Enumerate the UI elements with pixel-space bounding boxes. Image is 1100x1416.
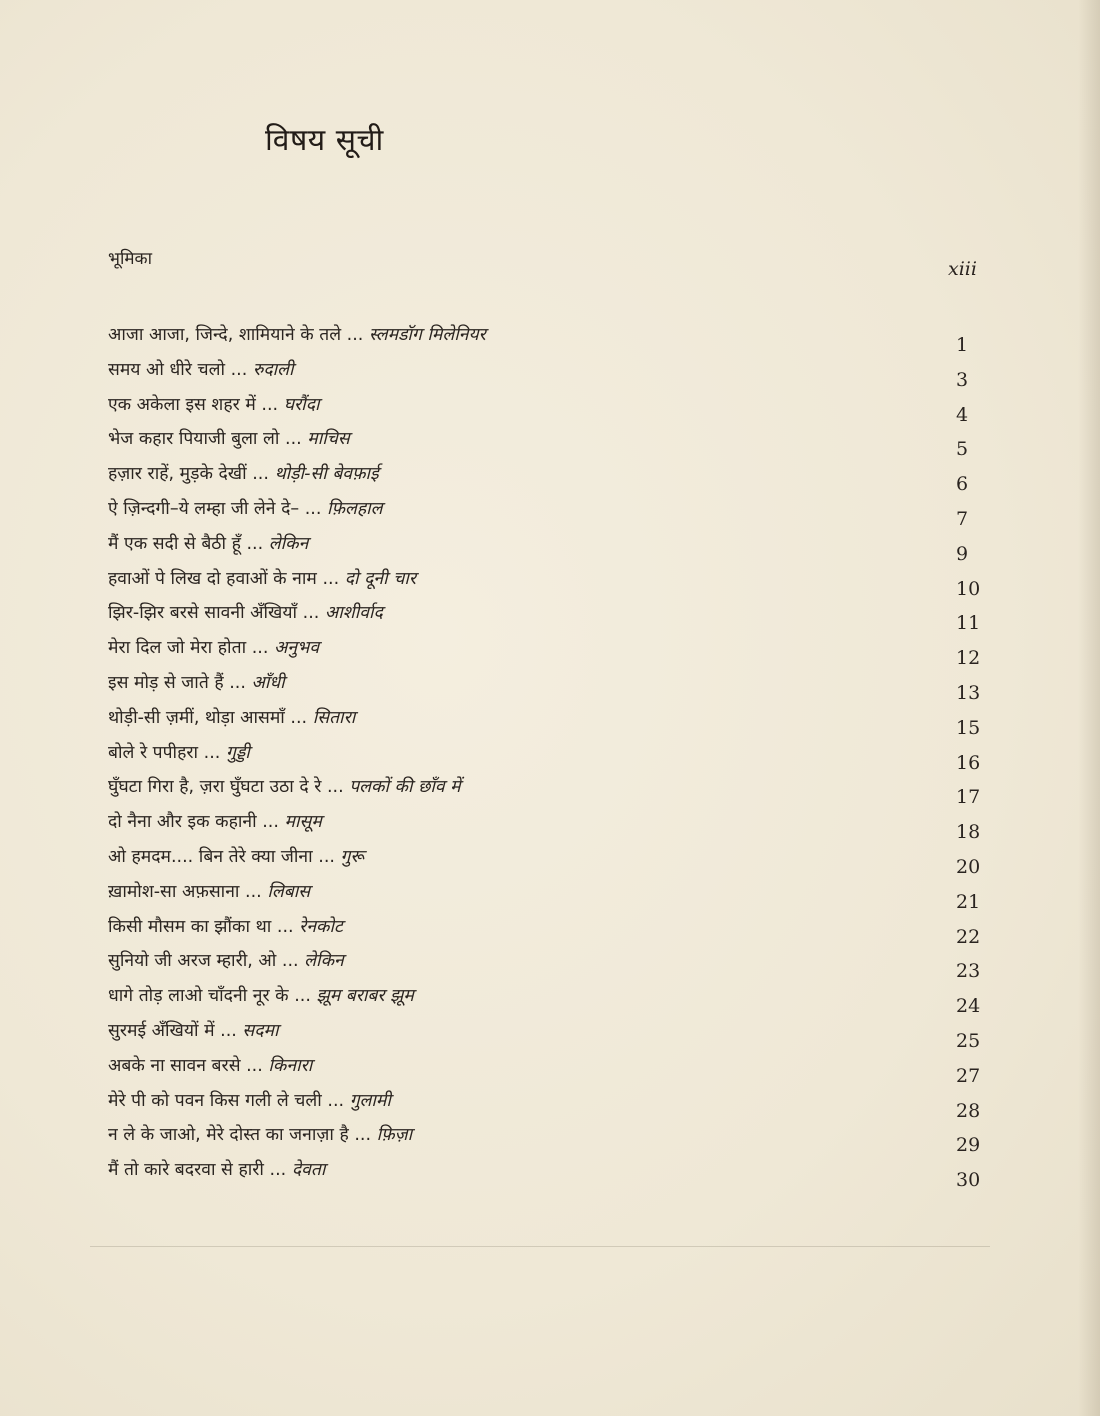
song-title: इस मोड़ से जाते हैं (108, 672, 224, 693)
film-name: आशीर्वाद (324, 603, 383, 624)
film-name: फ़िलहाल (326, 498, 383, 519)
song-title: अबके ना सावन बरसे (108, 1055, 241, 1076)
film-name: रुदाली (252, 359, 294, 380)
page-edge-shadow (1078, 0, 1100, 1416)
entry-separator: ... (318, 846, 335, 867)
entry-page-number: 12 (956, 647, 981, 670)
entry-separator: ... (261, 394, 279, 415)
song-title: बोले रे पपीहरा (108, 742, 199, 763)
toc-entry (108, 1084, 988, 1122)
song-title: झिर-झिर बरसे सावनी अँखियाँ (108, 603, 298, 624)
song-title: मैं एक सदी से बैठी हूँ (108, 533, 241, 554)
preface-page-number: xiii (948, 258, 977, 280)
toc-entry (108, 1014, 988, 1052)
entry-page-number: 18 (956, 821, 981, 844)
entry-separator: ... (354, 1125, 372, 1146)
toc-entry (108, 527, 988, 565)
entry-separator: ... (322, 568, 340, 589)
film-name: सितारा (312, 707, 356, 728)
film-name: सदमा (242, 1020, 279, 1041)
entry-page-number: 16 (956, 751, 981, 774)
toc-entry (108, 631, 988, 670)
toc-entry (108, 492, 988, 530)
entry-separator: ... (269, 1160, 287, 1181)
preface-label: भूमिका (108, 249, 152, 269)
table-of-contents (108, 318, 988, 1192)
entry-page-number: 3 (956, 368, 969, 391)
entry-page-number: 20 (956, 855, 981, 878)
film-name: घरौंदा (283, 394, 320, 415)
toc-entry (108, 805, 988, 844)
film-name: गुड्डी (225, 742, 250, 763)
song-title: मेरे पी को पवन किस गली ले चली (108, 1090, 322, 1111)
toc-entry (108, 701, 988, 739)
entry-page-number: 10 (956, 577, 981, 600)
toc-entry (108, 944, 988, 983)
entry-separator: ... (245, 881, 262, 902)
film-name: गुलामी (349, 1090, 391, 1111)
song-title: थोड़ी-सी ज़मीं, थोड़ा आसमाँ (108, 707, 285, 728)
toc-entry (108, 840, 988, 878)
entry-page-number: 22 (956, 925, 981, 948)
toc-entry (108, 1153, 988, 1192)
song-title: दो नैना और इक कहानी (108, 812, 257, 833)
toc-entry (108, 770, 988, 809)
film-name: आँधी (251, 672, 285, 693)
song-title: मैं तो कारे बदरवा से हारी (108, 1160, 264, 1181)
entry-page-number: 13 (956, 681, 981, 704)
entry-separator: ... (304, 498, 322, 519)
film-name: थोड़ी-सी बेवफ़ाई (274, 464, 379, 485)
entry-page-number: 7 (956, 507, 969, 530)
entry-page-number: 17 (956, 786, 981, 809)
entry-separator: ... (327, 1090, 345, 1111)
film-name: झूम बराबर झूम (316, 986, 414, 1007)
entry-separator: ... (251, 638, 269, 659)
entry-separator: ... (326, 777, 344, 798)
toc-entry (108, 318, 988, 356)
film-name: देवता (291, 1160, 326, 1181)
song-title: एक अकेला इस शहर में (108, 394, 256, 415)
page-bottom-rule (90, 1246, 990, 1247)
entry-separator: ... (229, 672, 246, 693)
song-title: ऐ ज़िन्दगी–ये लम्हा जी लेने दे– (108, 498, 300, 519)
entry-page-number: 25 (956, 1029, 981, 1052)
entry-page-number: 29 (956, 1134, 981, 1157)
entry-separator: ... (294, 986, 311, 1007)
song-title: न ले के जाओ, मेरे दोस्त का जनाज़ा है (108, 1125, 349, 1146)
film-name: दो दूनी चार (344, 568, 417, 589)
film-name: लेकिन (304, 951, 344, 972)
toc-entry (108, 910, 988, 948)
toc-entry (108, 562, 988, 600)
film-name: फ़िज़ा (376, 1125, 413, 1146)
song-title: हवाओं पे लिख दो हवाओं के नाम (108, 568, 317, 589)
entry-separator: ... (302, 603, 320, 624)
song-title: ओ हमदम.... बिन तेरे क्या जीना (108, 846, 313, 867)
film-name: स्लमडॉग मिलेनियर (368, 325, 486, 345)
toc-entry (108, 596, 988, 635)
film-name: गुरू (340, 846, 364, 867)
song-title: भेज कहार पियाजी बुला लो (108, 429, 280, 450)
toc-entry (108, 736, 988, 774)
film-name: लिबास (267, 881, 311, 902)
song-title: घुँघटा गिरा है, ज़रा घुँघटा उठा दे रे (108, 777, 322, 798)
entry-page-number: 23 (956, 960, 981, 983)
entry-separator: ... (230, 359, 248, 380)
toc-entry (108, 422, 988, 461)
film-name: किनारा (268, 1055, 313, 1076)
toc-entry (108, 353, 988, 391)
entry-separator: ... (246, 1055, 263, 1076)
entry-page-number: 5 (956, 438, 969, 461)
song-title: समय ओ धीरे चलो (108, 359, 225, 380)
entry-separator: ... (252, 464, 269, 485)
film-name: अनुभव (273, 638, 320, 659)
entry-separator: ... (203, 742, 221, 763)
entry-page-number: 6 (956, 473, 969, 496)
song-title: किसी मौसम का झौंका था (108, 916, 272, 937)
song-title: सुनियो जी अरज म्हारी, ओ (108, 951, 277, 972)
entry-separator: ... (246, 533, 264, 554)
entry-separator: ... (262, 812, 279, 833)
film-name: मासूम (284, 812, 322, 833)
toc-entry (108, 1049, 988, 1087)
film-name: रेनकोट (299, 916, 343, 937)
entry-separator: ... (281, 951, 299, 972)
film-name: लेकिन (268, 533, 309, 554)
toc-entry (108, 388, 988, 426)
entry-separator: ... (276, 916, 294, 937)
entry-page-number: 11 (956, 612, 981, 635)
toc-entry (108, 979, 988, 1018)
entry-separator: ... (290, 707, 308, 728)
toc-entry (108, 875, 988, 913)
song-title: सुरमई अँखियों में (108, 1020, 215, 1041)
song-title: मेरा दिल जो मेरा होता (108, 638, 247, 659)
toc-entry (108, 457, 988, 496)
entry-separator: ... (346, 325, 364, 345)
entry-page-number: 27 (956, 1064, 981, 1087)
entry-page-number: 15 (956, 716, 981, 739)
toc-entry (108, 1118, 988, 1157)
entry-page-number: 9 (956, 542, 969, 565)
toc-entry (108, 666, 988, 704)
entry-page-number: 24 (956, 995, 981, 1018)
entry-page-number: 1 (956, 334, 969, 356)
entry-page-number: 4 (956, 403, 969, 426)
film-name: माचिस (307, 429, 350, 450)
entry-separator: ... (285, 429, 302, 450)
entry-page-number: 21 (956, 890, 981, 913)
song-title: धागे तोड़ लाओ चाँदनी नूर के (108, 986, 289, 1007)
song-title: हज़ार राहें, मुड़के देखीं (108, 464, 247, 485)
entry-page-number: 28 (956, 1099, 981, 1122)
entry-separator: ... (220, 1020, 237, 1041)
film-name: पलकों की छाँव में (349, 777, 461, 798)
entry-page-number: 30 (956, 1169, 981, 1192)
song-title: आजा आजा, जिन्दे, शामियाने के तले (108, 325, 342, 345)
page-title: विषय सूची (265, 123, 384, 158)
song-title: ख़ामोश-सा अफ़साना (108, 881, 240, 902)
